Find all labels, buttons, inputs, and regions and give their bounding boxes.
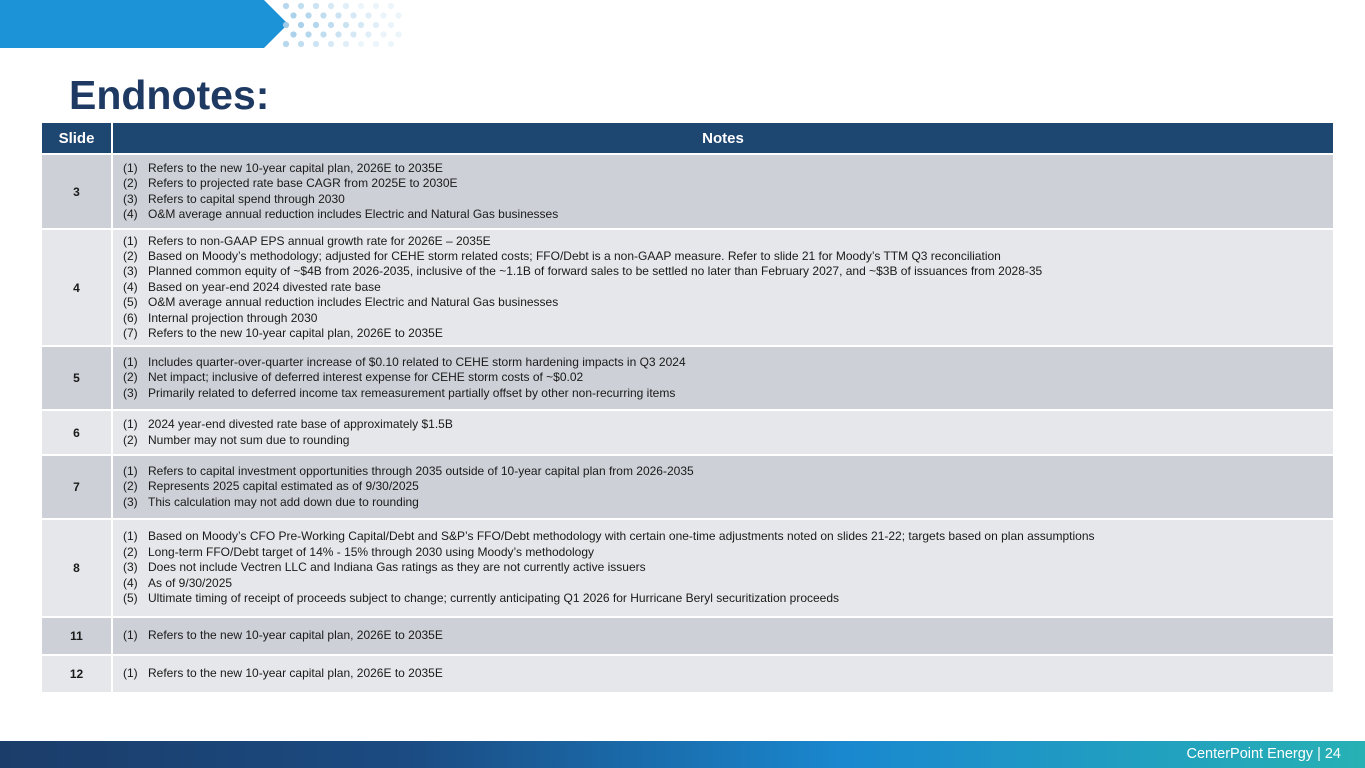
pattern-dot [350, 12, 356, 18]
note-text: Refers to capital investment opportunities through 2035 outside of 10-year capital plan from 2026-2035 [148, 463, 694, 478]
note-text: 2024 year-end divested rate base of approximately $1.5B [148, 417, 453, 432]
note-number: (3) [123, 494, 138, 509]
note-item [123, 161, 1333, 176]
note-item [123, 234, 1333, 249]
slide-number-cell: 8 [42, 518, 113, 616]
slide-number-cell: 4 [42, 228, 113, 345]
note-number: (3) [123, 191, 138, 206]
table-row [42, 454, 1333, 518]
pattern-dot [290, 31, 296, 37]
note-item [123, 207, 1333, 222]
slide-number-cell: 3 [42, 153, 113, 228]
pattern-dot [380, 12, 386, 18]
note-number: (4) [123, 575, 138, 590]
note-text: Long-term FFO/Debt target of 14% - 15% through 2030 using Moody’s methodology [148, 544, 595, 559]
note-number: (1) [123, 463, 138, 478]
table-body [42, 153, 1333, 692]
note-text: Primarily related to deferred income tax remeasurement partially offset by other non-recurring items [148, 385, 676, 400]
note-item [123, 495, 1333, 510]
pattern-dot [350, 31, 356, 37]
note-number: (4) [123, 279, 138, 294]
notes-cell [113, 345, 1333, 409]
pattern-dot [365, 31, 371, 37]
pattern-dot [298, 3, 304, 9]
pattern-dot [298, 22, 304, 28]
top-banner-arrow [0, 0, 290, 50]
pattern-dot [388, 22, 394, 28]
slide-number-cell: 7 [42, 454, 113, 518]
note-text: Represents 2025 capital estimated as of 9/30/2025 [148, 479, 419, 494]
note-item [123, 433, 1333, 448]
note-item [123, 628, 1333, 643]
notes-cell [113, 616, 1333, 654]
pattern-dot [380, 31, 386, 37]
pattern-dot [343, 22, 349, 28]
note-number: (7) [123, 326, 138, 341]
note-item [123, 264, 1333, 279]
table-header-row [42, 123, 1333, 153]
page-title: Endnotes: [69, 72, 270, 118]
note-text: O&M average annual reduction includes Electric and Natural Gas businesses [148, 295, 559, 310]
note-number: (2) [123, 479, 138, 494]
note-text: Refers to the new 10-year capital plan, 2026E to 2035E [148, 628, 443, 643]
note-item [123, 464, 1333, 479]
pattern-dot [328, 41, 334, 47]
table-row [42, 228, 1333, 345]
notes-cell [113, 409, 1333, 454]
note-item [123, 176, 1333, 191]
note-text: Refers to the new 10-year capital plan, 2026E to 2035E [148, 160, 443, 175]
note-item [123, 326, 1333, 341]
note-item [123, 355, 1333, 370]
note-number: (1) [123, 529, 138, 544]
note-text: Number may not sum due to rounding [148, 432, 350, 447]
slide-number-cell: 11 [42, 616, 113, 654]
note-text: Refers to the new 10-year capital plan, 2026E to 2035E [148, 326, 443, 341]
column-header-slide: Slide [42, 123, 113, 153]
note-item [123, 479, 1333, 494]
note-item [123, 417, 1333, 432]
note-number: (2) [123, 370, 138, 385]
pattern-dot [320, 31, 326, 37]
pattern-dot [335, 31, 341, 37]
note-text: As of 9/30/2025 [148, 575, 233, 590]
pattern-dot [283, 22, 289, 28]
note-number: (5) [123, 295, 138, 310]
note-item [123, 249, 1333, 264]
note-text: Refers to the new 10-year capital plan, 2026E to 2035E [148, 666, 443, 681]
pattern-dot [343, 3, 349, 9]
note-text: Based on Moody’s CFO Pre-Working Capital/Debt and S&P’s FFO/Debt methodology with certain one-time adjustments noted on slides 21-22; targets based on plan assumptions [148, 529, 1095, 544]
note-text: Refers to capital spend through 2030 [148, 191, 345, 206]
pattern-dot [313, 3, 319, 9]
note-text: Planned common equity of ~$4B from 2026-2035, inclusive of the ~1.1B of forward sales to be settled no later than February 2027, and ~$3B of issuances from 2028-35 [148, 264, 1043, 279]
note-text: Based on year-end 2024 divested rate base [148, 279, 381, 294]
dot-pattern-decoration [276, 0, 411, 55]
note-number: (2) [123, 544, 138, 559]
note-item [123, 311, 1333, 326]
note-text: Includes quarter-over-quarter increase of $0.10 related to CEHE storm hardening impacts in Q3 2024 [148, 354, 686, 369]
table-row [42, 409, 1333, 454]
note-item [123, 370, 1333, 385]
notes-cell [113, 654, 1333, 692]
note-text: Internal projection through 2030 [148, 310, 318, 325]
footer-bar [0, 741, 1365, 768]
table-row [42, 616, 1333, 654]
column-header-notes: Notes [113, 123, 1333, 153]
note-text: This calculation may not add down due to rounding [148, 494, 419, 509]
pattern-dot [305, 12, 311, 18]
footer-page-label: CenterPoint Energy | 24 [1186, 746, 1341, 762]
table-row [42, 654, 1333, 692]
note-item [123, 529, 1333, 544]
table-row [42, 518, 1333, 616]
note-text: O&M average annual reduction includes Electric and Natural Gas businesses [148, 206, 559, 221]
note-number: (6) [123, 310, 138, 325]
pattern-dot [343, 41, 349, 47]
note-number: (3) [123, 560, 138, 575]
note-item [123, 280, 1333, 295]
pattern-dot [283, 41, 289, 47]
pattern-dot [283, 3, 289, 9]
note-number: (2) [123, 248, 138, 263]
note-number: (2) [123, 176, 138, 191]
pattern-dot [395, 31, 401, 37]
pattern-dot [298, 41, 304, 47]
pattern-dot [320, 12, 326, 18]
slide-number-cell: 12 [42, 654, 113, 692]
note-item [123, 295, 1333, 310]
pattern-dot [373, 41, 379, 47]
note-text: Refers to projected rate base CAGR from 2025E to 2030E [148, 176, 458, 191]
pattern-dot [373, 22, 379, 28]
note-item [123, 560, 1333, 575]
note-item [123, 192, 1333, 207]
note-text: Does not include Vectren LLC and Indiana Gas ratings as they are not currently active issuers [148, 560, 646, 575]
note-item [123, 591, 1333, 606]
note-item [123, 386, 1333, 401]
endnotes-table [42, 123, 1333, 692]
slide-number-cell: 6 [42, 409, 113, 454]
note-number: (1) [123, 628, 138, 643]
pattern-dot [373, 3, 379, 9]
notes-cell [113, 153, 1333, 228]
note-number: (1) [123, 160, 138, 175]
pattern-dot [305, 31, 311, 37]
note-number: (1) [123, 417, 138, 432]
pattern-dot [313, 22, 319, 28]
table-row [42, 153, 1333, 228]
notes-cell [113, 228, 1333, 345]
pattern-dot [335, 12, 341, 18]
notes-cell [113, 518, 1333, 616]
note-text: Based on Moody’s methodology; adjusted for CEHE storm related costs; FFO/Debt is a non-GAAP measure. Refer to slide 21 for Moody’s TTM Q3 reconciliation [148, 248, 1001, 263]
pattern-dot [290, 12, 296, 18]
note-item [123, 545, 1333, 560]
note-text: Ultimate timing of receipt of proceeds subject to change; currently anticipating Q1 2026 for Hurricane Beryl securitization proceeds [148, 591, 840, 606]
note-item [123, 666, 1333, 681]
note-item [123, 576, 1333, 591]
note-number: (3) [123, 264, 138, 279]
pattern-dot [328, 22, 334, 28]
note-number: (1) [123, 666, 138, 681]
note-number: (3) [123, 385, 138, 400]
note-number: (1) [123, 233, 138, 248]
pattern-dot [388, 3, 394, 9]
pattern-dot [358, 3, 364, 9]
note-number: (4) [123, 206, 138, 221]
pattern-dot [388, 41, 394, 47]
note-number: (5) [123, 591, 138, 606]
pattern-dot [313, 41, 319, 47]
note-text: Net impact; inclusive of deferred interest expense for CEHE storm costs of ~$0.02 [148, 370, 584, 385]
table-row [42, 345, 1333, 409]
pattern-dot [395, 12, 401, 18]
notes-cell [113, 454, 1333, 518]
pattern-dot [358, 22, 364, 28]
note-text: Refers to non-GAAP EPS annual growth rate for 2026E – 2035E [148, 233, 491, 248]
slide-number-cell: 5 [42, 345, 113, 409]
note-number: (2) [123, 432, 138, 447]
note-number: (1) [123, 354, 138, 369]
pattern-dot [365, 12, 371, 18]
pattern-dot [358, 41, 364, 47]
pattern-dot [328, 3, 334, 9]
